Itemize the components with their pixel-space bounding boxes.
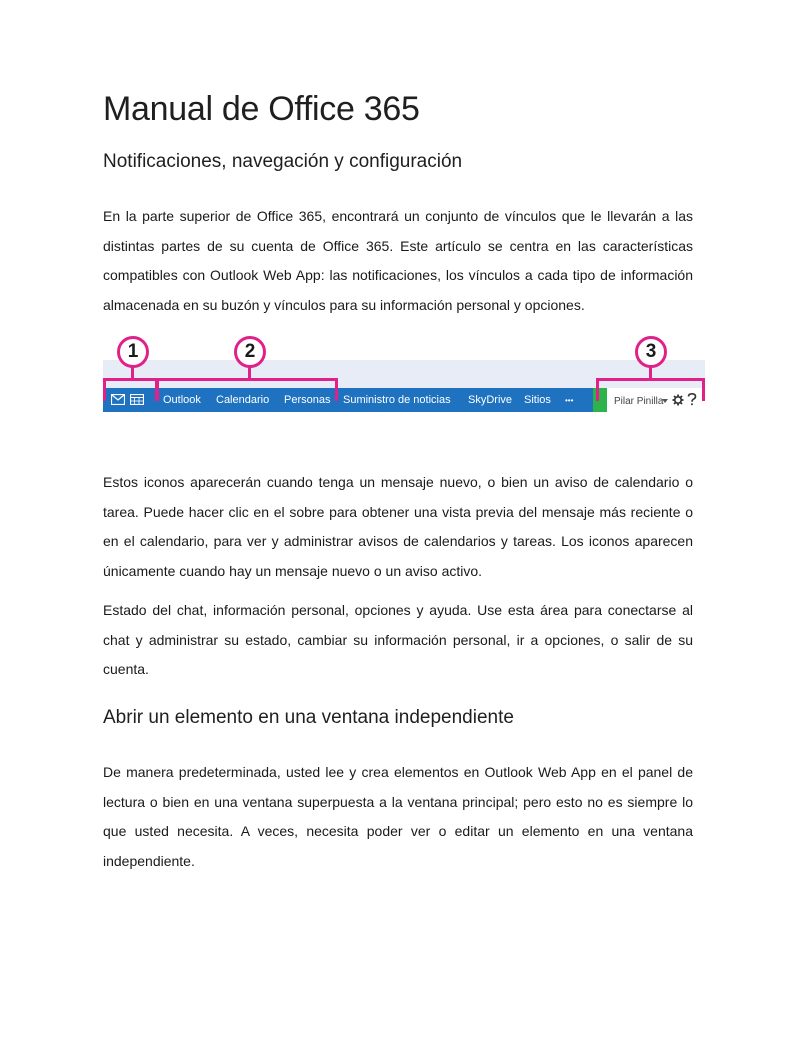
icons-paragraph: Estos iconos aparecerán cuando tenga un mensaje nuevo, o bien un aviso de calendario o tarea. Puede hacer clic en el sobre para obtener una vista previa del mensaje más reciente o en el calendario, para ver y administrar avisos de calendarios y tareas. Los iconos aparecen únicamente cuando hay un mensaje nuevo o un aviso activo. bbox=[103, 474, 693, 579]
callout-bracket-2 bbox=[156, 378, 338, 401]
intro-paragraph: En la parte superior de Office 365, encontrará un conjunto de vínculos que le llevarán a las distintas partes de su cuenta de Office 365. Este artículo se centra en las características compatibles con Outlook Web App: las notificaciones, los vínculos a cada tipo de información almacenada en su buzón y vínculos para su información personal y opciones. bbox=[103, 208, 693, 313]
nav-link-calendario[interactable]: Calendario bbox=[216, 394, 270, 406]
nav-link-skydrive[interactable]: SkyDrive bbox=[468, 394, 513, 406]
nav-link-outlook[interactable]: Outlook bbox=[163, 394, 201, 406]
nav-link-suministro[interactable]: Suministro de noticias bbox=[343, 394, 451, 406]
callout-2: 2 bbox=[234, 336, 266, 368]
independent-window-paragraph: De manera predeterminada, usted lee y crea elementos en Outlook Web App en el panel de lectura o bien en una ventana superpuesta a la ventana principal; pero esto no es siempre lo que usted necesita. A veces, necesita poder ver o editar un elemento en una ventana independiente. bbox=[103, 764, 693, 869]
callout-stem-3 bbox=[649, 366, 652, 380]
status-paragraph: Estado del chat, información personal, opciones y ayuda. Use esta área para conectarse al chat y administrar su estado, cambiar su información personal, ir a opciones, o salir de su cuenta. bbox=[103, 602, 693, 677]
navigation-bar-figure bbox=[103, 336, 705, 416]
callout-1: 1 bbox=[117, 336, 149, 368]
document-subtitle: Notificaciones, navegación y configuración bbox=[103, 151, 463, 172]
user-name[interactable]: Pilar Pinilla bbox=[614, 396, 664, 407]
nav-more-button[interactable]: ••• bbox=[565, 396, 574, 405]
nav-link-sitios[interactable]: Sitios bbox=[524, 394, 551, 406]
section-title-independent-window: Abrir un elemento en una ventana independiente bbox=[103, 707, 514, 728]
callout-bracket-1 bbox=[103, 378, 158, 401]
document-title: Manual de Office 365 bbox=[103, 90, 420, 128]
callout-stem-2 bbox=[248, 366, 251, 380]
callout-3: 3 bbox=[635, 336, 667, 368]
callout-bracket-3 bbox=[596, 378, 705, 401]
callout-stem-1 bbox=[131, 366, 134, 380]
nav-link-personas[interactable]: Personas bbox=[284, 394, 331, 406]
